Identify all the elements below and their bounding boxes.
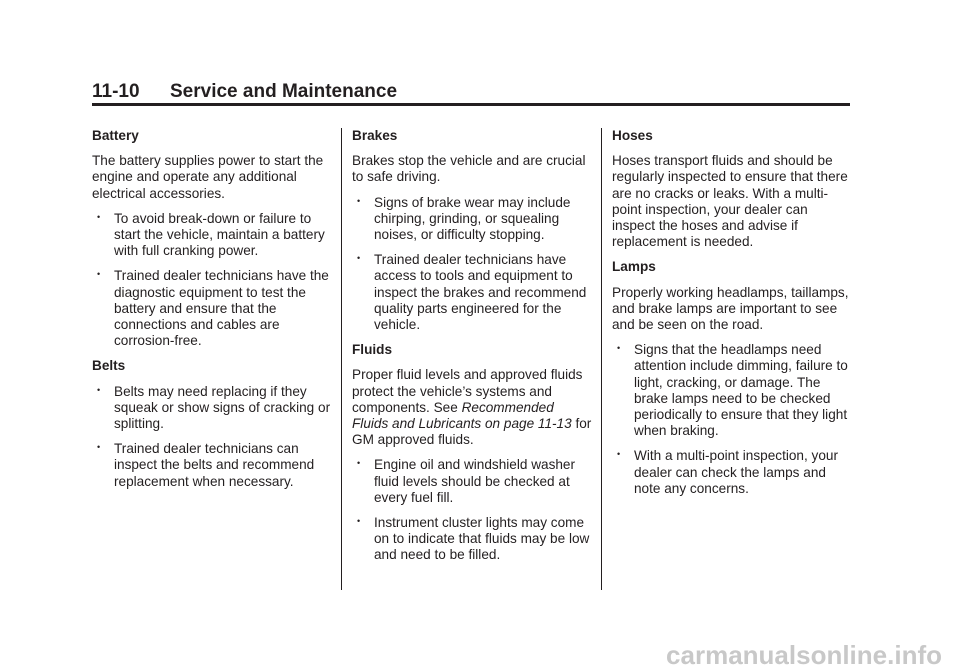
bullet-icon: • xyxy=(97,442,101,453)
bullet-icon: • xyxy=(357,253,361,264)
fluids-heading: Fluids xyxy=(352,342,393,358)
column-left xyxy=(92,124,332,499)
list-item xyxy=(92,384,332,433)
hoses-heading: Hoses xyxy=(612,128,653,143)
list-item-text: Belts may need replacing if they squeak or show signs of cracking or splitting. xyxy=(114,383,331,432)
bullet-icon: • xyxy=(617,343,621,354)
bullet-icon: • xyxy=(617,449,621,460)
list-item-text: Trained dealer technicians have the diagnostic equipment to test the battery and ensure that the connections and cables are corrosion-free. xyxy=(114,268,329,349)
header-rule xyxy=(92,103,850,106)
list-item-text: To avoid break-down or failure to start the vehicle, maintain a battery with full cranking power. xyxy=(114,210,325,259)
list-item xyxy=(92,441,332,490)
bullet-icon: • xyxy=(357,516,361,527)
bullet-icon: • xyxy=(357,195,361,206)
brakes-heading: Brakes xyxy=(352,128,398,143)
belts-heading: Belts xyxy=(92,358,126,374)
column-divider xyxy=(341,128,342,590)
lamps-paragraph: Properly working headlamps, taillamps, and brake lamps are important to see and be seen on the road. xyxy=(612,284,849,333)
brakes-paragraph: Brakes stop the vehicle and are crucial to safe driving. xyxy=(352,153,586,185)
bullet-icon: • xyxy=(357,458,361,469)
battery-heading: Battery xyxy=(92,128,139,143)
page-number: 11-10 xyxy=(92,81,140,102)
fluids-text-end: for GM approved fluids. xyxy=(352,416,592,448)
list-item xyxy=(352,195,592,244)
hoses-paragraph: Hoses transport fluids and should be regularly inspected to ensure that there are no cracks or leaks. With a multi-point inspection, your dealer can inspect the hoses and advise if replacement is needed. xyxy=(612,153,848,250)
battery-paragraph: The battery supplies power to start the engine and operate any additional electrical accessories. xyxy=(92,153,324,201)
list-item-text: Signs that the headlamps need attention include dimming, failure to light, cracking, or damage. The brake lamps need to be checked periodically to ensure that they light when braking. xyxy=(634,342,848,439)
bullet-icon: • xyxy=(97,211,101,222)
column-right xyxy=(612,124,852,506)
list-item xyxy=(352,515,592,564)
section-title: Service and Maintenance xyxy=(170,81,398,102)
column-divider xyxy=(601,128,602,590)
fluids-text: Proper fluid levels and approved fluids protect the vehicle’s systems and components. See xyxy=(352,367,583,415)
list-item xyxy=(352,252,592,333)
watermark: carmanualsonline.info xyxy=(666,640,942,670)
list-item xyxy=(92,211,332,260)
list-item-text: Trained dealer technicians have access to tools and equipment to inspect the brakes and recommend quality parts engineered for the vehicle. xyxy=(374,252,587,333)
list-item xyxy=(612,448,852,497)
list-item-text: Instrument cluster lights may come on to indicate that fluids may be low and need to be filled. xyxy=(374,515,590,563)
fluids-paragraph xyxy=(352,367,592,448)
lamps-heading: Lamps xyxy=(612,259,656,275)
list-item xyxy=(612,342,852,439)
list-item-text: Trained dealer technicians can inspect the belts and recommend replacement when necessary. xyxy=(114,441,315,489)
bullet-icon: • xyxy=(97,384,101,395)
column-middle xyxy=(352,124,592,573)
bullet-icon: • xyxy=(97,269,101,280)
list-item-text: Engine oil and windshield washer fluid levels should be checked at every fuel fill. xyxy=(374,457,576,505)
list-item xyxy=(92,268,332,349)
fluids-cross-reference-link[interactable]: Recommended Fluids and Lubricants on page 11-13 xyxy=(352,399,572,432)
list-item-text: With a multi-point inspection, your dealer can check the lamps and note any concerns. xyxy=(634,448,838,496)
list-item xyxy=(352,457,592,506)
list-item-text: Signs of brake wear may include chirping, grinding, or squealing noises, or difficulty stopping. xyxy=(374,194,571,243)
